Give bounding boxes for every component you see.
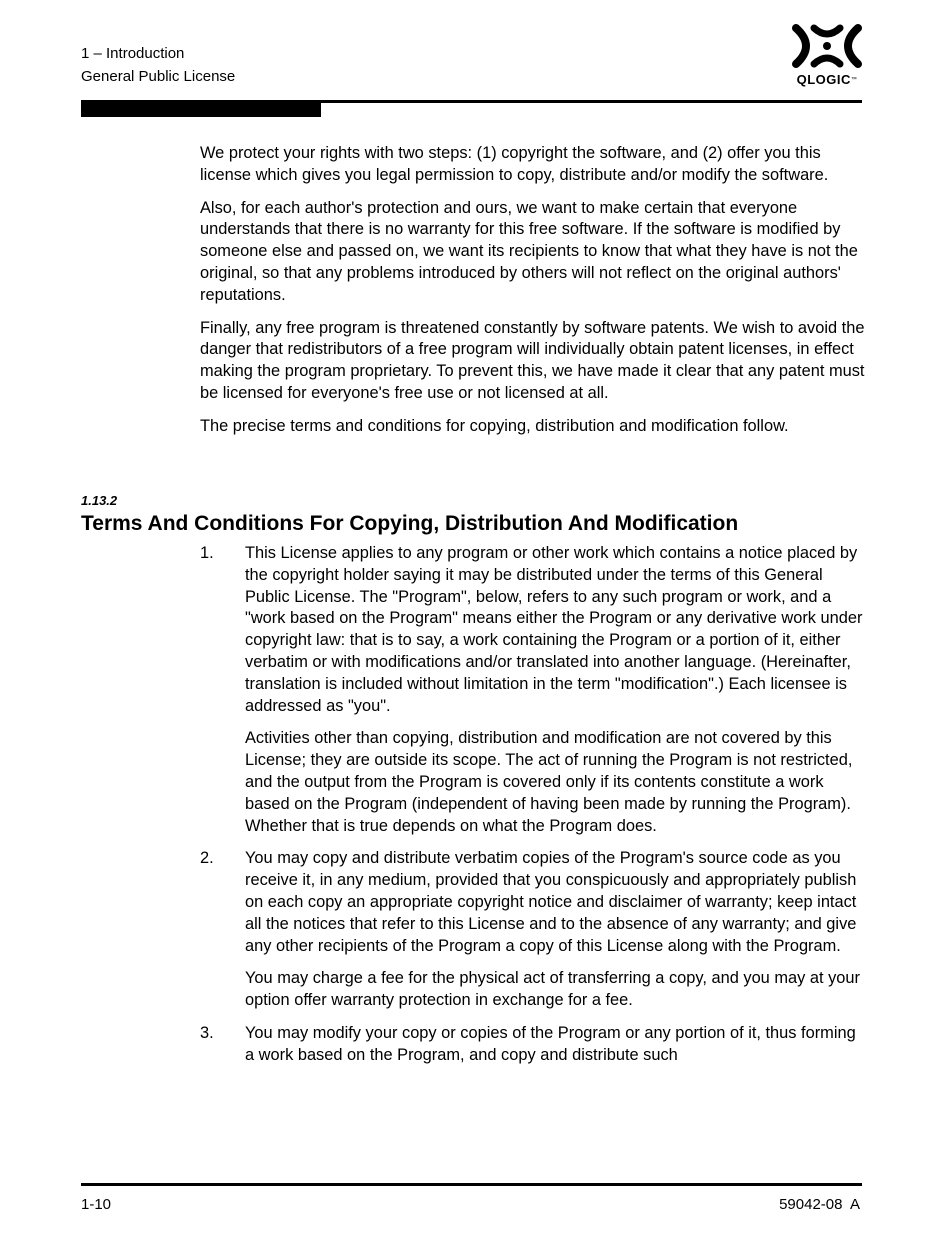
header-chapter: 1 – Introduction [81,45,185,62]
logo-wordmark: QLOGIC [796,72,851,87]
list-item-number: 1. [200,544,214,562]
list-item-number: 3. [200,1023,214,1042]
qlogic-logo [792,22,868,92]
list-item [200,543,865,837]
list-item [200,1023,865,1067]
page-number: 1-10 [81,1196,112,1213]
list-item [200,848,865,1012]
section-number: 1.13.2 [81,493,118,508]
list-item-paragraph: Activities other than copying, distribution and modification are not covered by this License; they are outside its scope. The act of running the Program is not restricted, and the output from the Program is covered only if its contents constitute a work based on the Program (independent of having been made by running the Program). Whether that is true depends on what the Program does. [245,729,853,835]
list-item-paragraph: You may modify your copy or copies of the Program or any portion of it, thus forming a work based on the Program, and copy and distribute such [245,1023,856,1064]
document-id: 59042-08 A [779,1196,860,1213]
list-item-paragraph: You may copy and distribute verbatim copies of the Program's source code as you receive it, in any medium, provided that you conspicuously and appropriately publish on each copy an appropriate copyright notice and disclaimer of warranty; keep intact all the notices that refer to this License and to the absence of any warranty; and give any other recipients of the Program a copy of this License along with the Program. [245,849,857,955]
list-item-paragraph: You may charge a fee for the physical act of transferring a copy, and you may at your option offer warranty protection in exchange for a fee. [245,969,860,1010]
intro-paragraph: Finally, any free program is threatened constantly by software patents. We wish to avoid the danger that redistributors of a free program will individually obtain patent licenses, in effect making the program proprietary. To prevent this, we have made it clear that any patent must be licensed for everyone's free use or not licensed at all. [200,318,865,402]
logo-trademark: ™ [850,77,858,83]
list-item-paragraph: This License applies to any program or other work which contains a notice placed by the copyright holder saying it may be distributed under the terms of this General Public License. The "Program", below, refers to any such program or work, and a "work based on the Program" means either the Program or any derivative work under copyright law: that is to say, a work containing the Program or a portion of it, either verbatim or with modifications and/or translated into another language. (Hereinafter, translation is included without limitation in the term "modification".) Each licensee is addressed as "you". [245,544,863,715]
header-bar [81,103,321,117]
section-title: Terms And Conditions For Copying, Distribution And Modification [81,512,739,535]
footer-rule [81,1183,862,1186]
intro-body [200,143,865,449]
intro-paragraph: Also, for each author's protection and ours, we want to make certain that everyone understands that there is no warranty for this free software. If the software is modified by someone else and passed on, we want its recipients to know that what they have is not the original, so that any problems introduced by others will not reflect on the original authors' reputations. [200,198,858,304]
terms-list [200,543,865,1078]
intro-paragraph: We protect your rights with two steps: (1) copyright the software, and (2) offer you this license which gives you legal permission to copy, distribute and/or modify the software. [200,144,829,184]
list-item-number: 2. [200,849,214,868]
intro-paragraph: The precise terms and conditions for copying, distribution and modification follow. [200,416,789,435]
header-section: General Public License [81,68,236,85]
qlogic-logo-icon [792,22,862,70]
